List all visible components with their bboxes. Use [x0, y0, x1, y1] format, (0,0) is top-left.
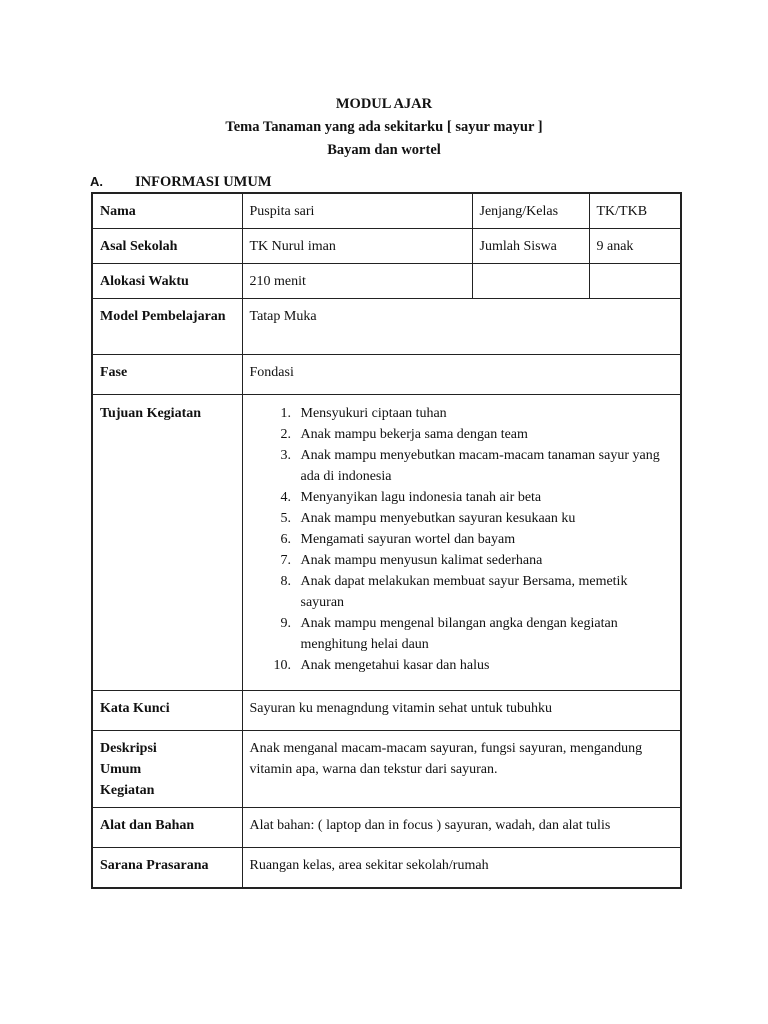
value-alat-bahan: Alat bahan: ( laptop dan in focus ) sayuran, wadah, dan alat tulis [242, 808, 681, 848]
label-sarana-prasarana: Sarana Prasarana [92, 848, 242, 888]
table-row-sarana [92, 848, 681, 888]
list-item: 10. Anak mengetahui kasar dan halus [295, 655, 674, 676]
value-kata-kunci: Sayuran ku menagndung vitamin sehat untuk tubuhku [242, 691, 681, 731]
value-fase: Fondasi [242, 355, 681, 395]
theme-title: Tema Tanaman yang ada sekitarku [ sayur mayur ] [225, 119, 543, 135]
label-jenjang-kelas: Jenjang/Kelas [472, 193, 589, 229]
label-model-pembelajaran: Model Pembelajaran [92, 299, 242, 355]
list-item: 8. Anak dapat melakukan membuat sayur Bersama, memetik sayuran [295, 571, 674, 613]
value-jenjang-kelas: TK/TKB [589, 193, 681, 229]
section-letter: A. [90, 174, 103, 189]
label-alat-bahan: Alat dan Bahan [92, 808, 242, 848]
label-fase: Fase [92, 355, 242, 395]
label-nama: Nama [92, 193, 242, 229]
label-tujuan-kegiatan: Tujuan Kegiatan [92, 395, 242, 691]
label-kata-kunci: Kata Kunci [92, 691, 242, 731]
label-deskripsi-umum-kegiatan: Deskripsi Umum Kegiatan [92, 731, 242, 808]
document-heading [0, 93, 768, 162]
table-row-nama [92, 193, 681, 229]
table-row-fase [92, 355, 681, 395]
table-row-alat-bahan [92, 808, 681, 848]
list-item: 6. Mengamati sayuran wortel dan bayam [295, 529, 674, 550]
goals-list [250, 403, 674, 676]
table-row-tujuan [92, 395, 681, 691]
list-item: 7. Anak mampu menyusun kalimat sederhana [295, 550, 674, 571]
empty-cell [589, 264, 681, 299]
subtheme-title: Bayam dan wortel [327, 142, 441, 158]
empty-cell [472, 264, 589, 299]
list-item: 5. Anak mampu menyebutkan sayuran kesukaan ku [295, 508, 674, 529]
value-sarana-prasarana: Ruangan kelas, area sekitar sekolah/rumah [242, 848, 681, 888]
table-row-deskripsi [92, 731, 681, 808]
table-row-model [92, 299, 681, 355]
label-asal-sekolah: Asal Sekolah [92, 229, 242, 264]
section-title: INFORMASI UMUM [135, 174, 272, 190]
table-row-alokasi-waktu [92, 264, 681, 299]
value-jumlah-siswa: 9 anak [589, 229, 681, 264]
value-model-pembelajaran: Tatap Muka [242, 299, 681, 355]
value-deskripsi-umum-kegiatan: Anak menganal macam-macam sayuran, fungsi sayuran, mengandung vitamin apa, warna dan tekstur dari sayuran. [242, 731, 681, 808]
value-nama: Puspita sari [242, 193, 472, 229]
label-jumlah-siswa: Jumlah Siswa [472, 229, 589, 264]
module-title: MODUL AJAR [335, 96, 433, 112]
list-item: 3. Anak mampu menyebutkan macam-macam tanaman sayur yang ada di indonesia [295, 445, 674, 487]
list-item: 2. Anak mampu bekerja sama dengan team [295, 424, 674, 445]
label-alokasi-waktu: Alokasi Waktu [92, 264, 242, 299]
table-row-asal-sekolah [92, 229, 681, 264]
general-info-table [91, 192, 682, 889]
list-item: 9. Anak mampu mengenal bilangan angka dengan kegiatan menghitung helai daun [295, 613, 674, 655]
table-row-kata-kunci [92, 691, 681, 731]
value-tujuan-kegiatan [242, 395, 681, 691]
value-asal-sekolah: TK Nurul iman [242, 229, 472, 264]
section-heading [90, 173, 272, 191]
list-item: 1. Mensyukuri ciptaan tuhan [295, 403, 674, 424]
list-item: 4. Menyanyikan lagu indonesia tanah air beta [295, 487, 674, 508]
value-alokasi-waktu: 210 menit [242, 264, 472, 299]
